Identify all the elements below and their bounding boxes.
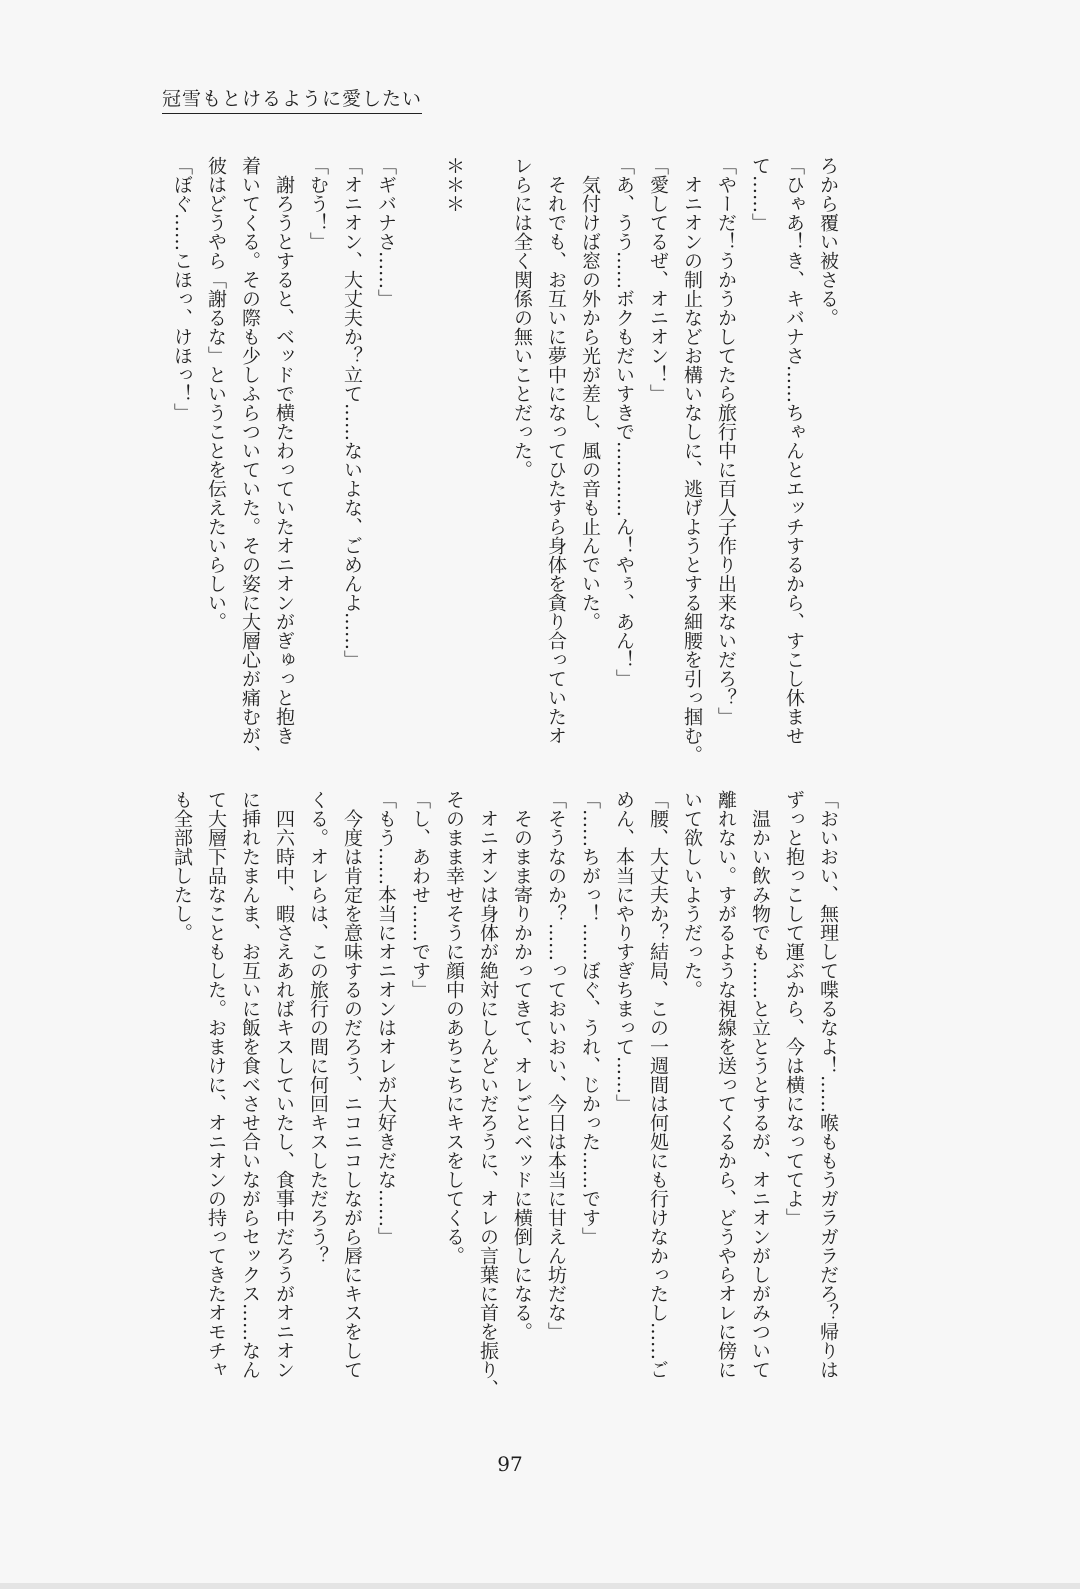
text-line: めん、本当にやりすぎちまって……」 — [613, 790, 635, 1113]
text-line: 「おいおい、無理して喋るなよ！……喉ももうガラガラだろ？帰りは — [817, 790, 839, 1379]
running-header-title: 冠雪もとけるように愛したい — [162, 84, 422, 114]
text-line: オニオンは身体が絶対にしんどいだろうに、オレの言葉に首を振り、 — [477, 790, 499, 1398]
text-line: くる。オレらは、この旅行の間に何回キスしただろう？ — [307, 790, 329, 1265]
text-line: オニオンの制止などお構いなしに、逃げようとする細腰を引っ掴む。 — [681, 156, 703, 764]
text-line: 温かい飲み物でも……と立とうとするが、オニオンがしがみついて — [749, 790, 771, 1379]
text-line: ＊＊＊ — [443, 156, 465, 213]
text-line: いて欲しいようだった。 — [681, 790, 703, 999]
text-line: レらには全く関係の無いことだった。 — [511, 156, 533, 479]
text-line: 今度は肯定を意味するのだろう、ニコニコしながら唇にキスをして — [341, 790, 363, 1379]
text-line: て大層下品なこともした。おまけに、オニオンの持ってきたオモチャ — [205, 790, 227, 1379]
text-line: 「そうなのか？……っておいおい、今日は本当に甘えん坊だな」 — [545, 790, 567, 1341]
text-line: も全部試したし。 — [171, 790, 193, 942]
text-line: て……」 — [749, 156, 771, 232]
text-line: 「愛してるぜ、オニオン！」 — [647, 156, 669, 403]
text-line: 着いてくる。その際も少しふらついていた。その姿に大層心が痛むが、 — [239, 156, 261, 764]
text-line — [471, 156, 505, 782]
text-line: ろから覆い被さる。 — [817, 156, 839, 327]
text-block-upper — [165, 156, 845, 782]
text-line: 「やーだ！うかうかしてたら旅行中に百人子作り出来ないだろ？」 — [715, 156, 737, 726]
text-line: 離れない。すがるような視線を送ってくるから、どうやらオレに傍に — [715, 790, 737, 1379]
text-line: ずっと抱っこして運ぶから、今は横になっててよ」 — [783, 790, 805, 1227]
text-line: 謝ろうとすると、ベッドで横たわっていたオニオンがぎゅっと抱き — [273, 156, 295, 745]
text-block-lower — [165, 790, 845, 1416]
text-line: 四六時中、暇さえあればキスしていたし、食事中だろうがオニオン — [273, 790, 295, 1379]
text-line: 「もう……本当にオニオンはオレが大好きだな……」 — [375, 790, 397, 1246]
text-line: 「ギバナさ……」 — [375, 156, 397, 308]
text-line: 彼はどうやら「謝るな」ということを伝えたいらしい。 — [205, 156, 227, 631]
text-line: 「し、あわせ……です」 — [409, 790, 431, 999]
text-line: 「あ、うう……ボクもだいすきで…………ん！やぅ、あん！」 — [613, 156, 635, 688]
text-line: そのまま幸せそうに顔中のあちこちにキスをしてくる。 — [443, 790, 465, 1265]
page-edge-divider — [0, 1583, 1080, 1589]
text-line: それでも、お互いに夢中になってひたすら身体を貪り合っていたオ — [545, 156, 567, 745]
text-line: 「ひゃあ！き、キバナさ……ちゃんとエッチするから、すこし休ませ — [783, 156, 805, 745]
text-line: 「腰、大丈夫か？結局、この一週間は何処にも行けなかったし……ご — [647, 790, 669, 1379]
text-line: に挿れたまんま、お互いに飯を食べさせ合いながらセックス……なん — [239, 790, 261, 1379]
text-line: 「……ちがっ！……ぼぐ、うれ、じかった……です」 — [579, 790, 601, 1246]
text-line: 「むう！」 — [307, 156, 329, 251]
text-line: そのまま寄りかかってきて、オレごとベッドに横倒しになる。 — [511, 790, 533, 1341]
text-line: 気付けば窓の外から光が差し、風の音も止んでいた。 — [579, 156, 601, 631]
text-line: 「ぼぐ……こほっ、けほっ！」 — [171, 156, 193, 422]
page-number: 97 — [497, 1452, 523, 1476]
text-line — [403, 156, 437, 782]
text-line: 「オニオン、大丈夫か？立て……ないよな、ごめんよ……」 — [341, 156, 363, 669]
